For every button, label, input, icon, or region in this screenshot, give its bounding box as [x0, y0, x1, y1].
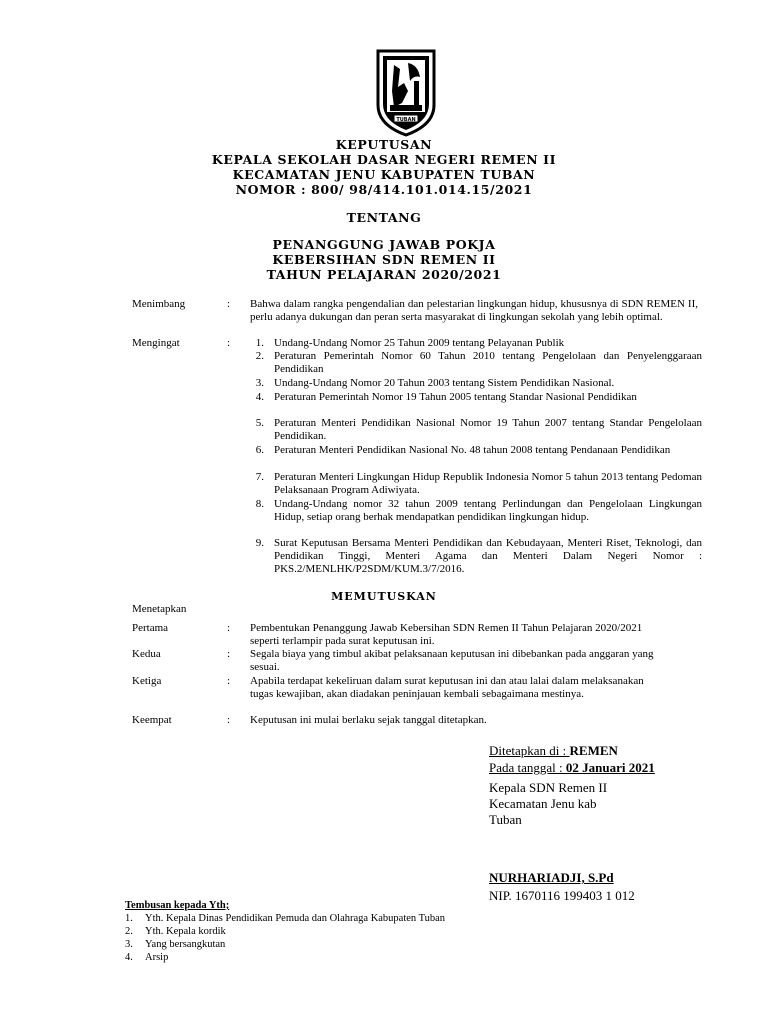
decision-label: Kedua	[132, 648, 161, 660]
item-text: Undang-Undang Nomor 20 Tahun 2003 tentang Sistem Pendidikan Nasional.	[274, 377, 615, 389]
decision-colon: :	[227, 648, 231, 660]
item-text: Peraturan Menteri Pendidikan Nasional No. 48 tahun 2008 tentang Pendanaan Pendidikan	[274, 444, 671, 456]
ditetapkan-value: REMEN	[569, 743, 618, 758]
item-text: Yang bersangkutan	[145, 939, 226, 950]
item-number: 3.	[125, 939, 133, 950]
tembusan-item	[125, 926, 226, 939]
item-text: Arsip	[145, 952, 169, 963]
item-number: 2.	[125, 926, 133, 937]
decision-text: Apabila terdapat kekeliruan dalam surat keputusan ini dan atau lalai dalam melaksanakan tugas kewajiban, akan diadakan peninjauan kembali sebagaimana mestinya.	[250, 675, 644, 700]
mengingat-colon: :	[227, 337, 231, 349]
item-number: 7.	[255, 471, 264, 483]
emblem-banner: TUBAN	[396, 117, 416, 123]
decision-label: Pertama	[132, 622, 169, 634]
header-district: KECAMATAN JENU KABUPATEN TUBAN	[232, 167, 536, 182]
item-text: Peraturan Menteri Pendidikan Nasional Nomor 19 Tahun 2007 tentang Standar Pengelolaan Pendidikan.	[274, 417, 702, 442]
decision-label: Ketiga	[132, 675, 162, 687]
decision-colon: :	[227, 622, 231, 634]
tanggal-line	[489, 759, 655, 776]
item-text: Undang-Undang Nomor 25 Tahun 2009 tentang Pelayanan Publik	[274, 337, 565, 349]
memutuskan-heading: MEMUTUSKAN	[331, 590, 437, 603]
decree-header	[0, 137, 768, 197]
tanggal-value: 02 Januari 2021	[565, 760, 655, 775]
item-text: Yth. Kepala kordik	[145, 926, 226, 937]
item-text: Undang-Undang nomor 32 tahun 2009 tentang Perlindungan dan Pengelolaan Lingkungan Hidup, setiap orang berhak mendapatkan pendidikan lingkungan hidup.	[274, 498, 702, 523]
signer-position-2: Kecamatan Jenu kab	[489, 796, 597, 811]
tembusan-item	[125, 952, 168, 965]
header-tentang: TENTANG	[346, 210, 422, 225]
item-number: 5.	[255, 417, 264, 429]
decision-colon: :	[227, 675, 231, 687]
title-line-3: TAHUN PELAJARAN 2020/2021	[266, 267, 502, 282]
signer-position-3: Tuban	[489, 812, 522, 827]
item-text: Surat Keputusan Bersama Menteri Pendidikan dan Kebudayaan, Menteri Riset, Teknologi, dan Pendidikan Tinggi, Menteri Agama dan Menteri Dalam Negeri Nomor : PKS.2/MENLHK/P2SDM/KUM.3/7/2016.	[274, 537, 702, 575]
signer-name: NURHARIADJI, S.Pd	[489, 870, 614, 885]
item-number: 1.	[255, 337, 264, 349]
tuban-emblem-icon	[374, 47, 438, 137]
header-number: NOMOR : 800/ 98/414.101.014.15/2021	[235, 182, 533, 197]
decree-title	[0, 237, 768, 282]
tembusan-item	[125, 939, 225, 952]
mengingat-label: Mengingat	[132, 337, 180, 349]
decision-text: Keputusan ini mulai berlaku sejak tanggal ditetapkan.	[250, 714, 487, 726]
decision-text: Segala biaya yang timbul akibat pelaksanaan keputusan ini dibebankan pada anggaran yang sesuai.	[250, 648, 654, 673]
decision-label: Keempat	[132, 714, 172, 726]
item-text: Peraturan Menteri Lingkungan Hidup Republik Indonesia Nomor 5 tahun 2013 tentang Pedoman Pelaksanaan Program Adiwiyata.	[274, 471, 702, 496]
item-text: Peraturan Pemerintah Nomor 60 Tahun 2010 tentang Pengelolaan dan Penyelenggaraan Pendidikan	[274, 350, 702, 375]
tembusan-title: Tembusan kepada Yth;	[125, 900, 230, 911]
item-number: 3.	[255, 377, 264, 389]
menimbang-label: Menimbang	[132, 298, 186, 310]
tembusan-item	[125, 913, 445, 926]
menimbang-text: Bahwa dalam rangka pengendalian dan pelestarian lingkungan hidup, khususnya di SDN REMEN II, perlu adanya dukungan dan peran serta masyarakat di lingkungan sekolah yang lebih optimal.	[250, 298, 698, 323]
item-number: 4.	[255, 391, 264, 403]
item-number: 2.	[255, 350, 264, 362]
header-school: KEPALA SEKOLAH DASAR NEGERI REMEN II	[211, 152, 557, 167]
item-number: 1.	[125, 913, 133, 924]
item-number: 8.	[255, 498, 264, 510]
signer-nip: NIP. 1670116 199403 1 012	[489, 888, 635, 903]
title-line-1: PENANGGUNG JAWAB POKJA	[272, 237, 496, 252]
menimbang-colon: :	[227, 298, 231, 310]
menetapkan-label: Menetapkan	[132, 603, 187, 615]
ditetapkan-line	[489, 742, 618, 759]
ditetapkan-label: Ditetapkan di :	[489, 743, 570, 758]
decision-colon: :	[227, 714, 231, 726]
decision-text: Pembentukan Penanggung Jawab Kebersihan SDN Remen II Tahun Pelajaran 2020/2021 seperti terlampir pada surat keputusan ini.	[250, 622, 643, 647]
item-number: 9.	[255, 537, 264, 549]
item-number: 4.	[125, 952, 133, 963]
tanggal-label: Pada tanggal :	[489, 760, 566, 775]
title-line-2: KEBERSIHAN SDN REMEN II	[272, 252, 496, 267]
item-text: Yth. Kepala Dinas Pendidikan Pemuda dan Olahraga Kabupaten Tuban	[145, 913, 446, 924]
header-keputusan: KEPUTUSAN	[335, 137, 433, 152]
item-number: 6.	[255, 444, 264, 456]
item-text: Peraturan Pemerintah Nomor 19 Tahun 2005 tentang Standar Nasional Pendidikan	[274, 391, 637, 403]
signer-position-1: Kepala SDN Remen II	[489, 780, 608, 795]
